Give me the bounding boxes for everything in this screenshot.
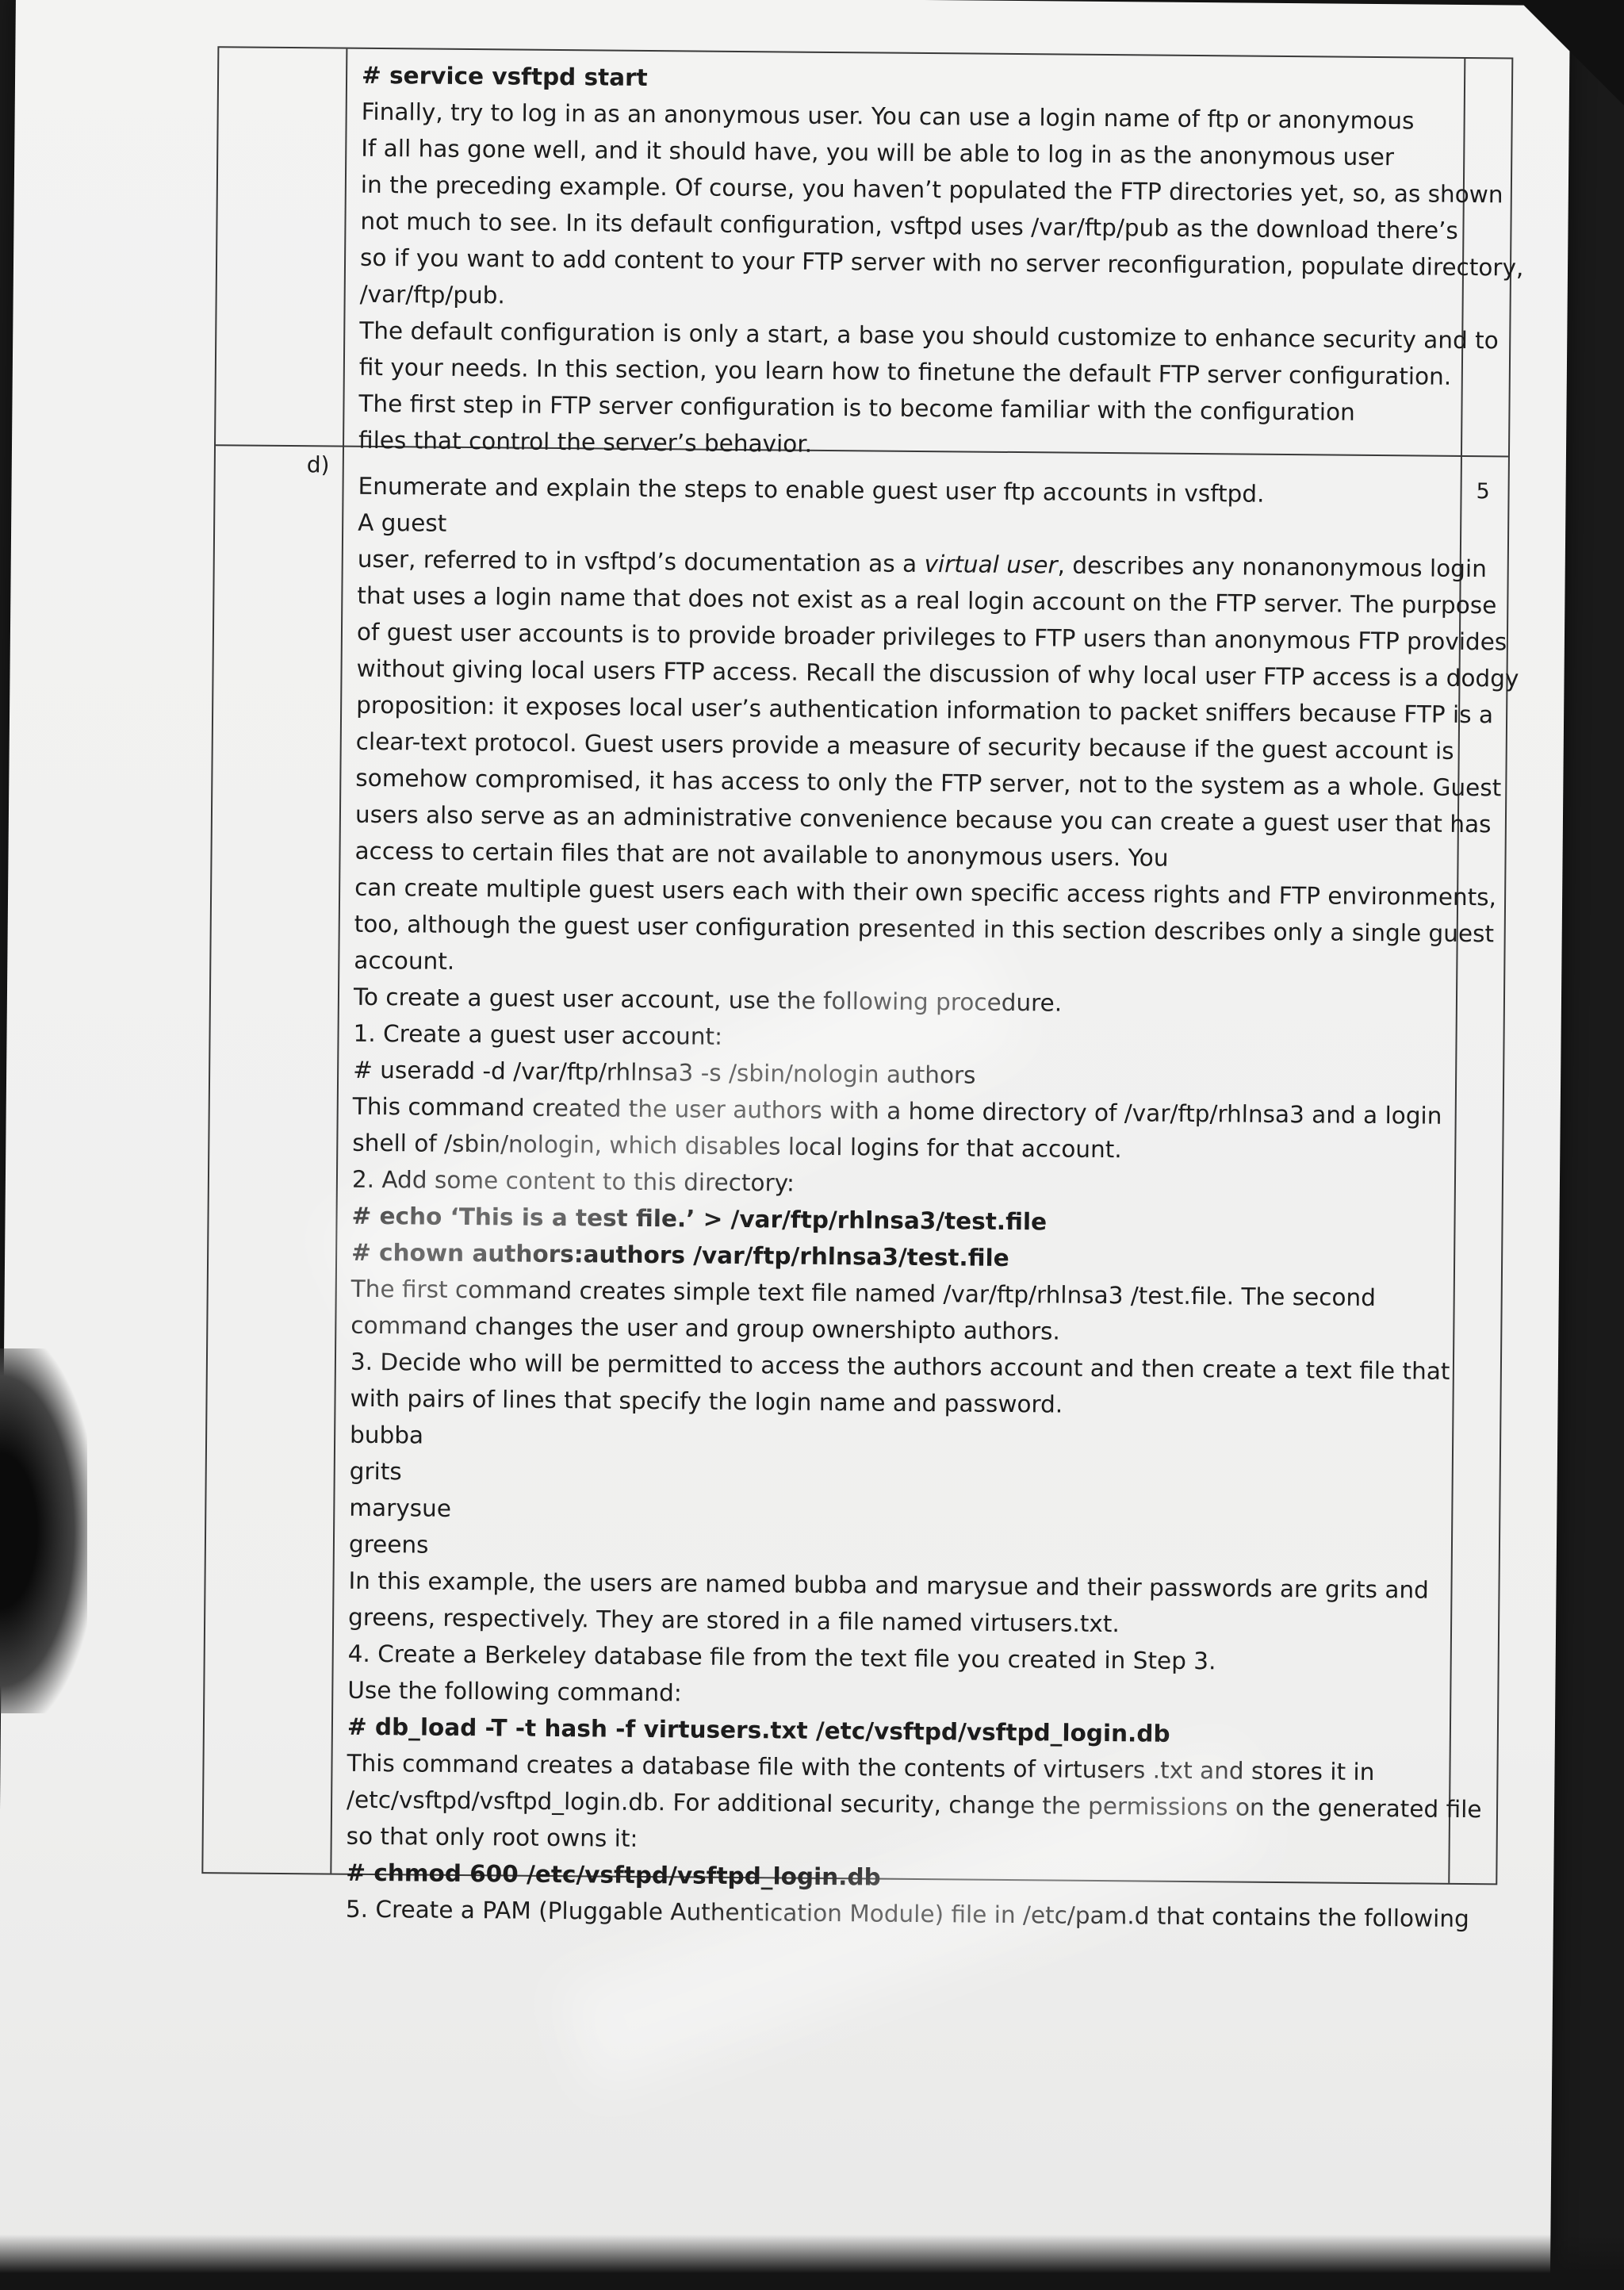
thumb-shadow: [0, 1348, 87, 1713]
text-line: Use the following command:: [347, 1676, 682, 1707]
text-line: This command creates a database file with the contents of virtusers .txt and stores it in: [347, 1749, 1375, 1786]
text-line: Finally, try to log in as an anonymous user. You can use a login name of ftp or anonymous: [361, 98, 1415, 135]
text-line: In this example, the users are named bubba and marysue and their passwords are grits and: [348, 1567, 1430, 1604]
emphasis-text: virtual user: [924, 550, 1058, 579]
command-line: # chmod 600 /etc/vsftpd/vsftpd_login.db: [346, 1858, 881, 1891]
text-line: The first command creates simple text file named /var/ftp/rhlnsa3 /test.file. The second: [350, 1275, 1377, 1312]
text-line: If all has gone well, and it should have, you will be able to log in as the anonymous user: [361, 134, 1395, 171]
command-line: # db_load -T -t hash -f virtusers.txt /etc/vsftpd/vsftpd_login.db: [347, 1713, 1170, 1747]
text-line: of guest user accounts is to provide broader privileges to FTP users than anonymous FTP provides: [356, 618, 1507, 656]
text-line: clear-text protocol. Guest users provide a measure of security because if the guest account is: [355, 727, 1454, 765]
text-fragment: user, referred to in vsftpd’s documentation as a: [357, 545, 925, 578]
text-line: too, although the guest user configuration presented in this section describes only a single guest: [354, 910, 1495, 948]
command-line: # chown authors:authors /var/ftp/rhlnsa3/test.file: [351, 1238, 1009, 1272]
bottom-shadow: [0, 2234, 1624, 2290]
text-line: in the preceding example. Of course, you haven’t populated the FTP directories yet, so, as shown: [360, 171, 1503, 209]
step-heading: 2. Add some content to this directory:: [351, 1165, 795, 1197]
credential-line: greens: [348, 1530, 429, 1559]
text-line: account.: [354, 946, 455, 975]
text-line: shell of /sbin/nologin, which disables local logins for that account.: [352, 1129, 1122, 1164]
credential-line: marysue: [349, 1494, 452, 1522]
text-line: proposition: it exposes local user’s authentication information to packet sniffers because FTP is a: [356, 691, 1494, 729]
text-line: /etc/vsftpd/vsftpd_login.db. For additional security, change the permissions on the generated file: [346, 1786, 1482, 1824]
command-line: # service vsftpd start: [361, 61, 648, 91]
question-marks: 5: [1476, 479, 1490, 504]
question-label: d): [306, 451, 330, 478]
text-line: not much to see. In its default configuration, vsftpd uses /var/ftp/pub as the download there’s: [360, 207, 1458, 244]
text-line: so that only root owns it:: [346, 1822, 638, 1852]
text-line: can create multiple guest users each with their own specific access rights and FTP environments,: [354, 873, 1497, 911]
text-line: greens, respectively. They are stored in a file named virtusers.txt.: [347, 1603, 1120, 1638]
command-line: # echo ‘This is a test file.’ > /var/ftp/rhlnsa3/test.file: [351, 1202, 1048, 1236]
text-line: somehow compromised, it has access to only the FTP server, not to the system as a whole. Guest: [355, 764, 1502, 802]
text-line: users also serve as an administrative convenience because you can create a guest user that has: [354, 800, 1492, 838]
step-heading: 3. Decide who will be permitted to access the authors account and then create a text file that: [350, 1348, 1450, 1385]
text-line: The default configuration is only a start, a base you should customize to enhance security and to: [359, 316, 1499, 355]
step-heading: 4. Create a Berkeley database file from the text file you created in Step 3.: [347, 1640, 1216, 1675]
text-fragment: , describes any nonanonymous login: [1057, 551, 1488, 583]
text-line: command changes the user and group ownershipto authors.: [350, 1311, 1060, 1345]
answer-text: [345, 57, 1524, 1937]
text-line: so if you want to add content to your FTP server with no server reconfiguration, populate directory,: [359, 244, 1524, 282]
step-heading: 1. Create a guest user account:: [353, 1019, 723, 1050]
question-table: [201, 46, 1524, 1933]
text-line: access to certain files that are not available to anonymous users. You: [354, 837, 1169, 872]
text-line: without giving local users FTP access. Recall the discussion of why local user FTP access is a dodgy: [356, 654, 1519, 692]
credential-line: grits: [349, 1457, 402, 1486]
credential-line: bubba: [349, 1421, 424, 1449]
text-line: fit your needs. In this section, you learn how to finetune the default FTP server configuration.: [358, 353, 1452, 390]
text-line: The first step in FTP server configuration is to become familiar with the configuration: [358, 389, 1355, 426]
command-line: # useradd -d /var/ftp/rhlnsa3 -s /sbin/nologin authors: [353, 1056, 976, 1089]
step-heading: 5. Create a PAM (Pluggable Authentication Module) file in /etc/pam.d that contains the following: [345, 1895, 1469, 1933]
text-line: To create a guest user account, use the following procedure.: [353, 983, 1063, 1017]
text-line: with pairs of lines that specify the login name and password.: [350, 1384, 1063, 1418]
text-line: This command created the user authors with a home directory of /var/ftp/rhlnsa3 and a login: [352, 1092, 1442, 1130]
label-column-divider: [330, 49, 347, 1874]
question-text: Enumerate and explain the steps to enable guest user ftp accounts in vsftpd.: [358, 472, 1265, 508]
text-line: A guest: [358, 508, 447, 537]
text-line: that uses a login name that does not exist as a real login account on the FTP server. The purpose: [357, 581, 1497, 619]
text-line: files that control the server’s behavior.: [358, 426, 813, 458]
text-line: /var/ftp/pub.: [359, 280, 506, 309]
